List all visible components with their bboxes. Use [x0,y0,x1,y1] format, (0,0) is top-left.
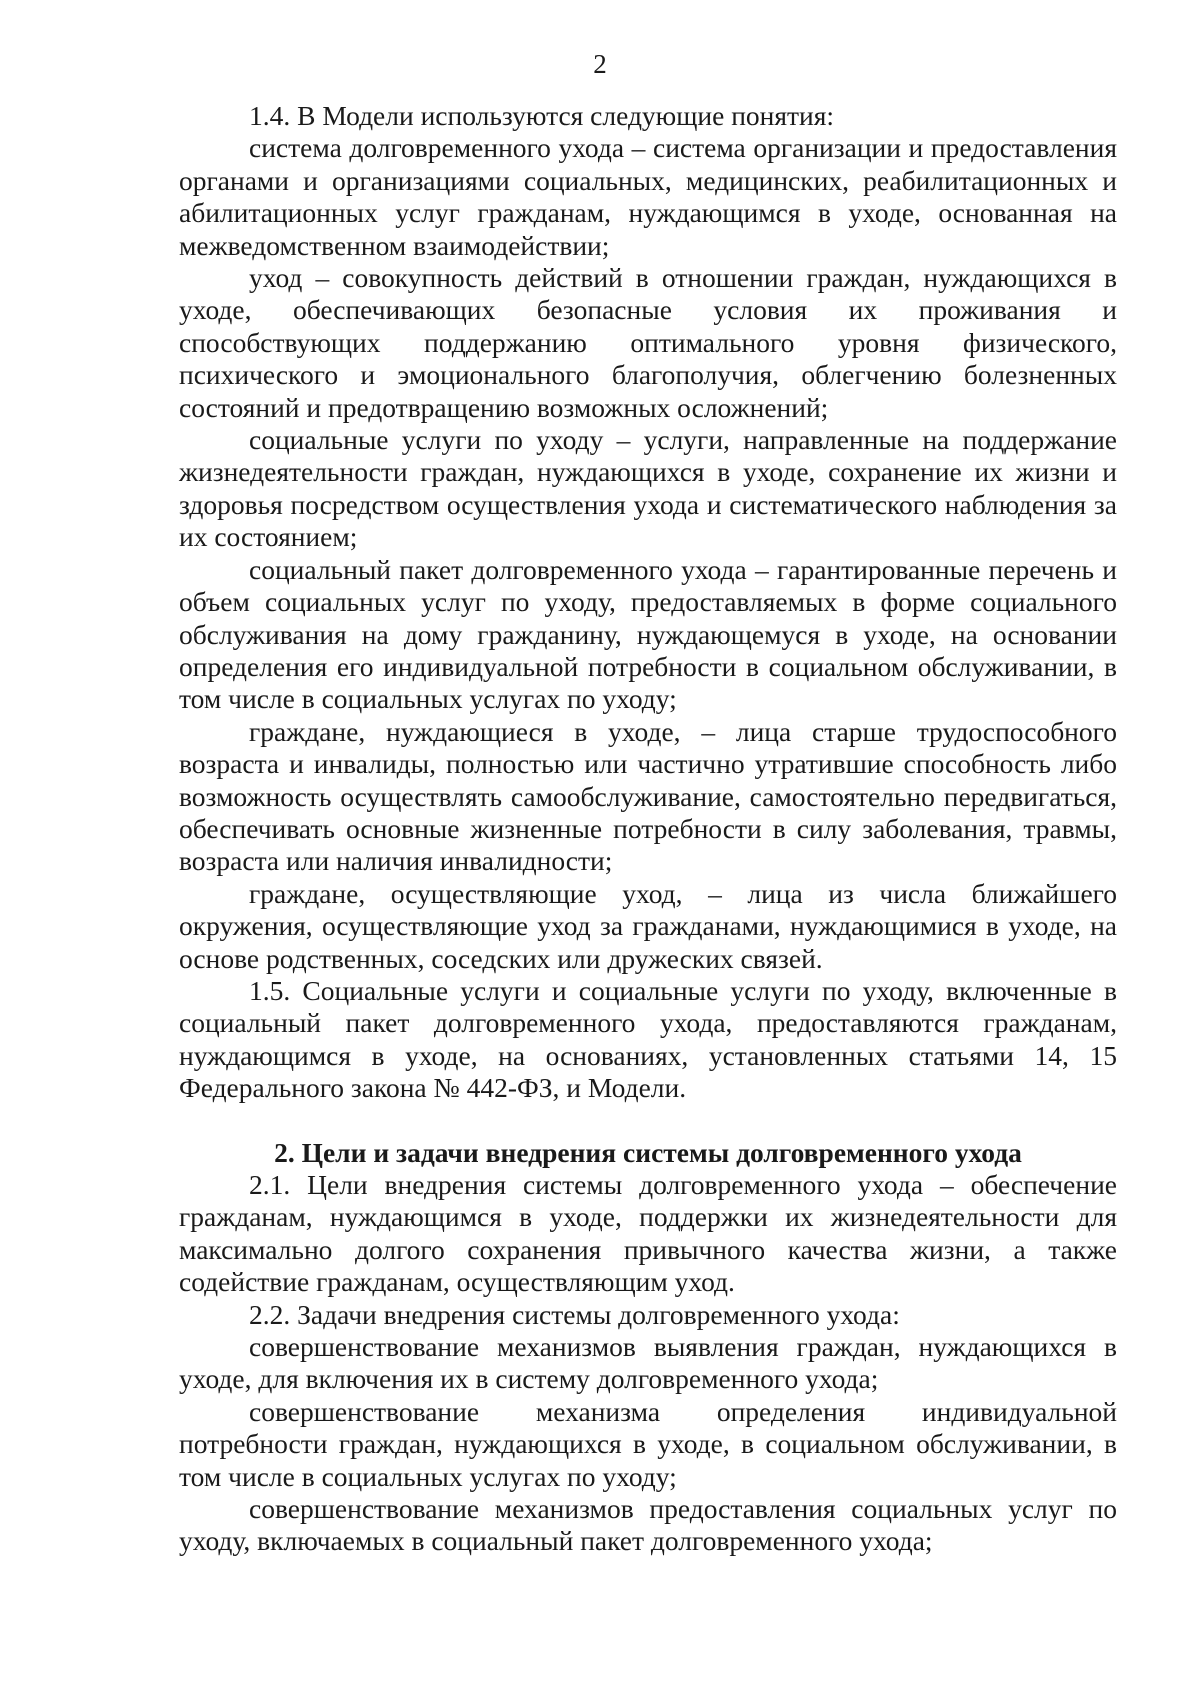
definition-social-care-services: социальные услуги по уходу – услуги, направленные на поддержание жизнедеятельности граждан, нуждающихся в уходе, сохранение их жизни и здоровья посредством осуществления ухода и систематического наблюдения за их состоянием; [179,424,1117,553]
paragraph-2-1: 2.1. Цели внедрения системы долговременного ухода – обеспечение гражданам, нуждающимся в уходе, поддержки их жизнедеятельности для максимально долгого сохранения привычного качества жизни, а также содействие гражданам, осуществляющим уход. [179,1169,1117,1298]
paragraph-2-2: 2.2. Задачи внедрения системы долговременного ухода: [249,1298,900,1330]
definition-social-package: социальный пакет долговременного ухода – гарантированные перечень и объем социальных услуг по уходу, предоставляемых в форме социального обслуживания на дому гражданину, нуждающемуся в уходе, на основании определения его индивидуальной потребности в социальном обслуживании, в том числе в социальных услугах по уходу; [179,553,1117,715]
definition-care: уход – совокупность действий в отношении граждан, нуждающихся в уходе, обеспечивающих безопасные условия их проживания и способствующих поддержанию оптимального уровня физического, психического и эмоционального благополучия, облегчению болезненных состояний и предотвращению возможных осложнений; [179,262,1117,423]
task-service-provision: совершенствование механизмов предоставления социальных услуг по уходу, включаемых в социальный пакет долговременного ухода; [179,1493,1117,1557]
paragraph-1-4-intro: 1.4. В Модели используются следующие понятия: [249,100,835,131]
definition-citizens-needing-care: граждане, нуждающиеся в уходе, – лица старше трудоспособного возраста и инвалиды, полностью или частично утратившие способность либо возможность осуществлять самообслуживание, самостоятельно передвигаться, обеспечивать основные жизненные потребности в силу заболевания, травмы, возраста или наличия инвалидности; [179,715,1117,877]
page-number: 2 [593,49,607,79]
section-2-heading: 2. Цели и задачи внедрения системы долговременного ухода [274,1136,1022,1168]
definition-long-term-care-system: система долговременного ухода – система организации и предоставления органами и организациями социальных, медицинских, реабилитационных и абилитационных услуг гражданам, нуждающимся в уходе, основанная на межведомственном взаимодействии; [179,132,1117,261]
document-body [179,100,1117,1558]
definition-caregivers: граждане, осуществляющие уход, – лица из числа ближайшего окружения, осуществляющие уход за гражданами, нуждающимися в уходе, на основе родственных, соседских или дружеских связей. [179,877,1117,974]
paragraph-1-5: 1.5. Социальные услуги и социальные услуги по уходу, включенные в социальный пакет долговременного ухода, предоставляются гражданам, нуждающимся в уходе, на основаниях, установленных статьями 14, 15 Федерального закона № 442-ФЗ, и Модели. [179,974,1117,1104]
task-needs-assessment: совершенствование механизма определения индивидуальной потребности граждан, нуждающихся в уходе, в социальном обслуживании, в том числе в социальных услугах по уходу; [179,1395,1117,1492]
task-identification: совершенствование механизмов выявления граждан, нуждающихся в уходе, для включения их в систему долговременного ухода; [179,1331,1117,1395]
